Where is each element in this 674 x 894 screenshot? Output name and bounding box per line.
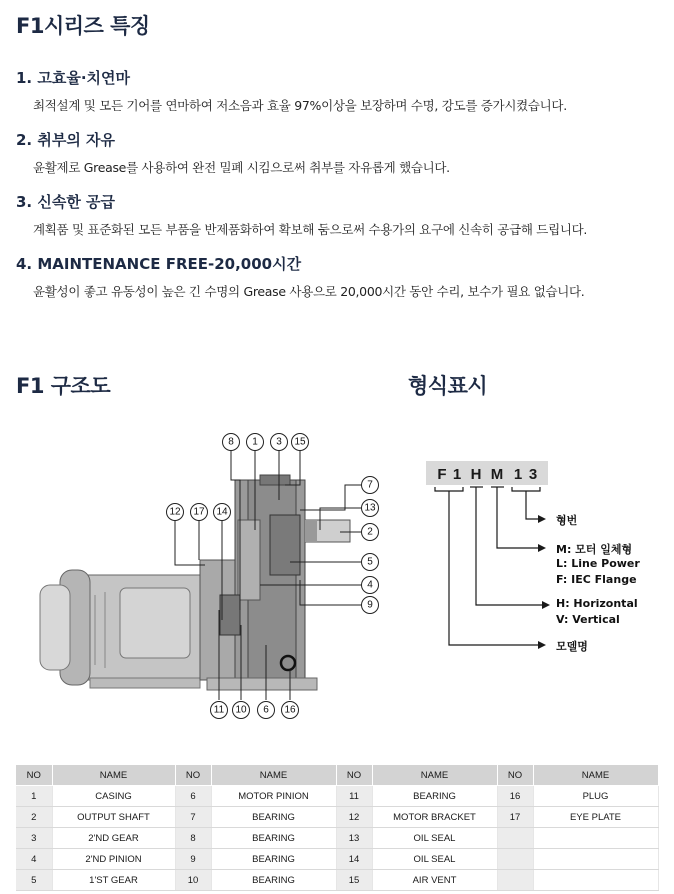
callout-5 (362, 554, 379, 571)
table-row (16, 807, 658, 828)
part-no: 14 (336, 849, 372, 870)
part-name: OUTPUT SHAFT (52, 807, 175, 828)
callout-14 (214, 504, 231, 521)
part-no (497, 828, 533, 849)
model-char-3: 3 (528, 466, 538, 483)
feature-3-heading: 3. 신속한 공급 (16, 193, 116, 211)
feature-1-body: 최적설계 및 모든 기어를 연마하여 저소음과 효율 97%이상을 보장하며 수명, 강도를 증가시켰습니다. (33, 98, 567, 113)
model-char-1b: 1 (513, 466, 523, 483)
part-no: 17 (497, 807, 533, 828)
callout-9 (362, 597, 379, 614)
part-name: BEARING (211, 849, 336, 870)
header-name: NAME (533, 765, 658, 786)
gear-reducer-diagram (0, 420, 400, 730)
part-name: OIL SEAL (372, 849, 497, 870)
callout-11 (211, 702, 228, 719)
table-row (16, 828, 658, 849)
callout-12 (167, 504, 184, 521)
svg-text:9: 9 (367, 599, 373, 611)
header-no: NO (497, 765, 533, 786)
callout-10 (233, 702, 250, 719)
part-no: 3 (16, 828, 52, 849)
callout-16 (282, 702, 299, 719)
svg-text:5: 5 (367, 556, 373, 568)
part-no: 9 (175, 849, 211, 870)
svg-text:13: 13 (364, 502, 376, 514)
structure-title: F1 구조도 (16, 374, 111, 398)
mount-option-v: V: Vertical (556, 613, 620, 626)
table-header-row (16, 765, 658, 786)
svg-text:6: 6 (263, 704, 269, 716)
part-name: MOTOR PINION (211, 786, 336, 807)
model-char-1: 1 (452, 466, 462, 483)
part-no: 2 (16, 807, 52, 828)
part-name: 1'ST GEAR (52, 870, 175, 891)
header-name: NAME (52, 765, 175, 786)
callout-4 (362, 577, 379, 594)
callout-1 (247, 434, 264, 451)
callout-17 (191, 504, 208, 521)
callout-2 (362, 524, 379, 541)
svg-text:17: 17 (193, 506, 205, 518)
model-title: 형식표시 (408, 374, 488, 398)
header-name: NAME (211, 765, 336, 786)
part-no: 4 (16, 849, 52, 870)
svg-text:7: 7 (367, 479, 373, 491)
header-no: NO (336, 765, 372, 786)
table-row (16, 870, 658, 891)
callout-13 (362, 500, 379, 517)
model-char-H: H (470, 466, 482, 483)
part-no: 12 (336, 807, 372, 828)
part-name: BEARING (211, 807, 336, 828)
svg-text:12: 12 (169, 506, 181, 518)
part-name: OIL SEAL (372, 828, 497, 849)
callout-15 (292, 434, 309, 451)
part-name: CASING (52, 786, 175, 807)
feature-2-body: 윤활제로 Grease를 사용하여 완전 밀폐 시킴으로써 취부를 자유롭게 했습니다. (33, 160, 450, 175)
part-no: 15 (336, 870, 372, 891)
part-no: 8 (175, 828, 211, 849)
feature-2-heading: 2. 취부의 자유 (16, 131, 116, 149)
part-name: 2'ND PINION (52, 849, 175, 870)
part-name: PLUG (533, 786, 658, 807)
svg-text:4: 4 (367, 579, 373, 591)
svg-text:16: 16 (284, 704, 296, 716)
motor-option-l: L: Line Power (556, 557, 640, 570)
feature-4-body: 윤활성이 좋고 유동성이 높은 긴 수명의 Grease 사용으로 20,000시간 동안 수리, 보수가 필요 없습니다. (33, 284, 585, 299)
part-name: BEARING (211, 870, 336, 891)
callout-6 (258, 702, 275, 719)
part-name: EYE PLATE (533, 807, 658, 828)
header-no: NO (175, 765, 211, 786)
part-no (497, 870, 533, 891)
table-row (16, 786, 658, 807)
svg-text:8: 8 (228, 436, 234, 448)
callout-7 (362, 477, 379, 494)
part-name: BEARING (372, 786, 497, 807)
part-name (533, 849, 658, 870)
part-no: 11 (336, 786, 372, 807)
motor-option-f: F: IEC Flange (556, 573, 637, 586)
part-name: MOTOR BRACKET (372, 807, 497, 828)
svg-text:15: 15 (294, 436, 306, 448)
model-label: 모델명 (556, 640, 588, 653)
part-name: 2'ND GEAR (52, 828, 175, 849)
table-row (16, 849, 658, 870)
svg-text:2: 2 (367, 526, 373, 538)
mount-option-h: H: Horizontal (556, 597, 638, 610)
part-no: 5 (16, 870, 52, 891)
svg-text:14: 14 (216, 506, 228, 518)
model-char-F: F (437, 466, 447, 483)
header-name: NAME (372, 765, 497, 786)
motor-option-m: M: 모터 일체형 (556, 543, 633, 556)
part-no: 16 (497, 786, 533, 807)
svg-text:11: 11 (213, 704, 225, 716)
svg-text:3: 3 (276, 436, 282, 448)
part-no: 7 (175, 807, 211, 828)
part-no (497, 849, 533, 870)
model-char-M: M (490, 466, 504, 483)
svg-text:10: 10 (235, 704, 247, 716)
part-no: 6 (175, 786, 211, 807)
section-title: F1시리즈 특징 (16, 14, 150, 38)
part-name (533, 828, 658, 849)
part-no: 13 (336, 828, 372, 849)
feature-3-body: 계획품 및 표준화된 모든 부품을 반제품화하여 확보해 둠으로써 수용가의 요구에 신속히 공급해 드립니다. (33, 222, 588, 237)
parts-table (16, 765, 659, 891)
part-name: AIR VENT (372, 870, 497, 891)
callout-8 (223, 434, 240, 451)
feature-1-heading: 1. 고효율·치연마 (16, 69, 130, 87)
part-no: 1 (16, 786, 52, 807)
callout-3 (271, 434, 288, 451)
part-name (533, 870, 658, 891)
motor-illustration (40, 570, 220, 688)
part-no: 10 (175, 870, 211, 891)
part-name: BEARING (211, 828, 336, 849)
frame-label: 형번 (556, 514, 578, 527)
svg-text:1: 1 (252, 436, 258, 448)
feature-4-heading: 4. MAINTENANCE FREE-20,000시간 (16, 255, 302, 273)
header-no: NO (16, 765, 52, 786)
